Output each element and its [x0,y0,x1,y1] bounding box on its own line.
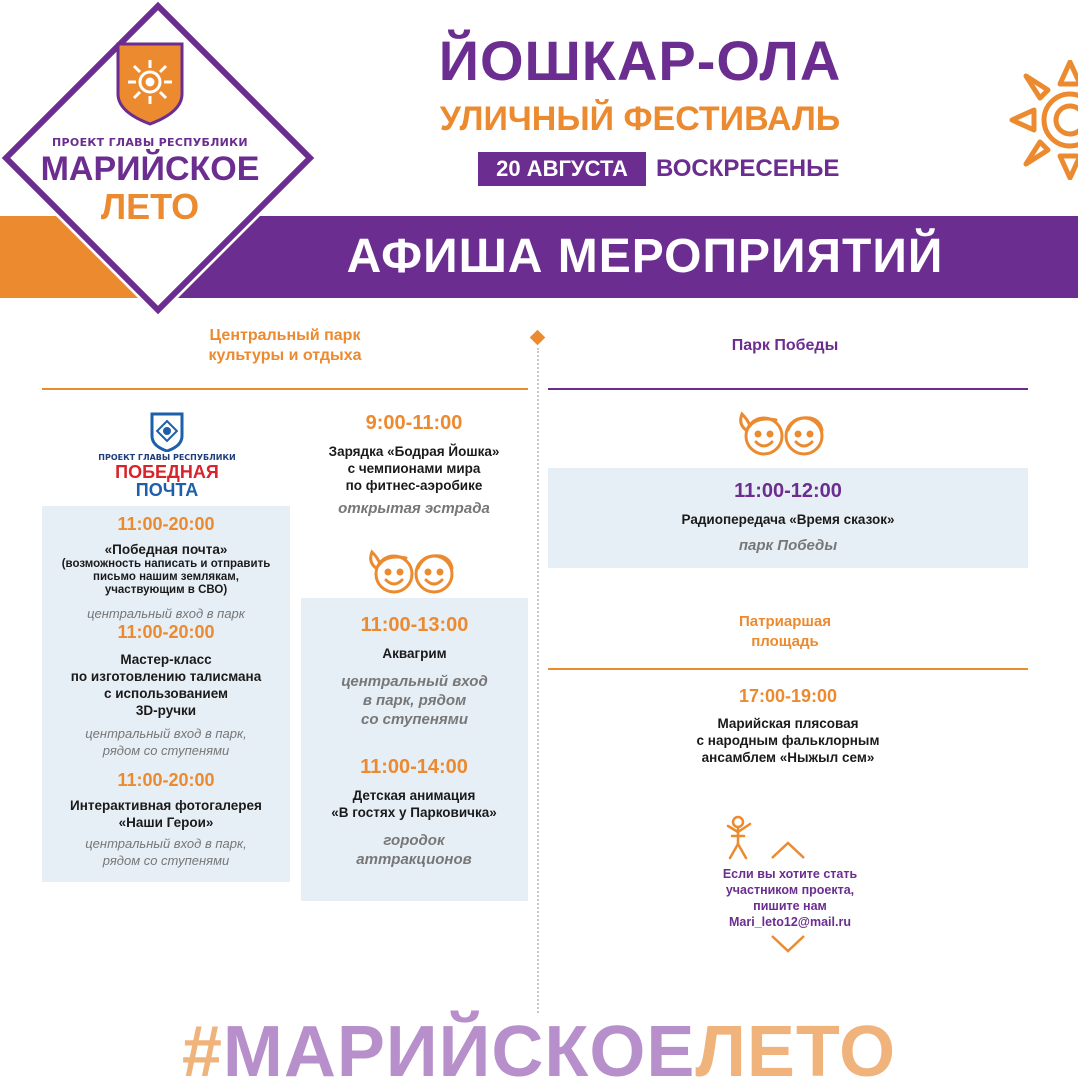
left-event-2 [42,622,290,759]
victory-event [548,480,1028,555]
hashtag-symbol: # [181,1012,223,1084]
event-title-line: 3D-ручки [135,703,197,718]
event-title-line: Интерактивная фотогалерея [70,798,262,813]
venue-central-line2: культуры и отдыха [208,347,362,364]
venue-central-line1: Центральный парк [209,327,361,344]
event-place: центральный вход в парк, [85,836,247,851]
event-time: 11:00-20:00 [117,770,215,790]
event-title-line: Зарядка «Бодрая Йошка» [328,444,500,459]
event-title-line: Марийская плясовая [717,716,859,731]
shield-icon [118,44,182,124]
dancer-icon [722,814,756,862]
kids-icon [366,540,462,596]
event-title-line: с использованием [103,686,229,701]
event-title-line: Аквагрим [382,646,447,661]
patriarch-underline [548,668,1028,670]
left-event-3 [42,770,290,869]
chevron-down-icon [770,934,806,954]
pobednaya-pochta-title2: ПОЧТА [135,480,199,500]
event-title-line: с народным фальклорным [696,733,880,748]
event-place: со ступенями [361,711,468,728]
hashtag-word2: ЛЕТО [695,1012,897,1084]
venue-patriarch-line2: площадь [751,633,819,650]
event-place: центральный вход в парк [87,606,245,621]
event-time: 11:00-13:00 [360,614,469,636]
venue-patriarch-line1: Патриаршая [739,613,831,630]
event-time: 17:00-19:00 [738,686,838,706]
event-title: «Победная почта» [104,542,228,557]
pobednaya-pochta-title1: ПОБЕДНАЯ [115,462,219,482]
event-note-line: письмо нашим землякам, [93,571,239,583]
event-place: рядом со ступенями [102,743,230,758]
event-place: центральный вход [341,673,488,690]
central-park-underline [42,388,528,390]
date-badge: 20 АВГУСТА [478,152,646,186]
event-title-line: с чемпионами мира [347,461,481,476]
event-place: парк Победы [738,537,838,554]
event-time: 9:00-11:00 [365,412,463,434]
event-place: открытая эстрада [338,500,490,517]
banner-title: АФИША МЕРОПРИЯТИЙ [346,230,944,283]
event-place: аттракционов [356,851,472,868]
event-title-line: Детская анимация [352,788,476,803]
left-event-1 [42,514,290,622]
victory-park-underline [548,388,1028,390]
mid-event-2 [301,614,528,729]
hashtag-word1: МАРИЙСКОЕ [222,1012,696,1084]
contact-block [690,866,890,930]
event-title-line: ансамблем «Ныжыл сем» [701,750,875,765]
city-title: ЙОШКАР-ОЛА [438,29,842,92]
contact-line: Если вы хотите стать [722,867,858,881]
mid-event-3 [296,756,532,869]
weekday-label: ВОСКРЕСЕНЬЕ [656,155,840,182]
event-time: 11:00-12:00 [734,480,842,502]
event-time: 11:00-20:00 [117,622,215,642]
contact-email-link[interactable]: Mari_leto12@mail.ru [729,915,851,929]
sun-icon [1000,60,1078,180]
event-place: в парк, рядом [362,692,467,709]
event-time: 11:00-14:00 [360,756,468,778]
event-title-line: по изготовлению талисмана [70,669,262,684]
contact-line: участником проекта, [725,883,855,897]
column-divider [537,348,539,1013]
logo-subtitle: ПРОЕКТ ГЛАВЫ РЕСПУБЛИКИ [52,136,248,149]
event-place: городок [383,832,445,849]
venue-patriarch-square [600,612,970,652]
event-title: Радиопередача «Время сказок» [681,512,895,527]
hashtag-footer [0,1012,1078,1084]
logo-title-leto: ЛЕТО [100,186,200,227]
logo-title-mariyskoe: МАРИЙСКОЕ [40,150,260,188]
kids-icon [736,402,832,458]
mid-event-1 [296,412,532,518]
chevron-up-icon [770,840,806,860]
event-title-line: «В гостях у Парковичка» [331,805,497,820]
event-title-line: по фитнес-аэробике [345,478,483,493]
event-time: 11:00-20:00 [117,514,215,534]
event-note-line: (возможность написать и отправить [61,558,271,570]
pobednaya-pochta-subtitle: ПРОЕКТ ГЛАВЫ РЕСПУБЛИКИ [98,453,236,462]
event-place: центральный вход в парк, [85,726,247,741]
pobednaya-pochta-shield-icon [150,412,184,452]
venue-victory-park: Парк Победы [731,337,839,354]
event-note-line: участвующим в СВО) [104,584,228,596]
event-place: рядом со ступенями [102,853,230,868]
venue-central-park [140,326,430,366]
festival-title: УЛИЧНЫЙ ФЕСТИВАЛЬ [439,100,841,138]
event-title-line: Мастер-класс [120,652,212,667]
contact-line: пишите нам [753,899,827,913]
patriarch-event [548,686,1028,766]
event-title-line: «Наши Герои» [118,815,214,830]
divider-diamond [530,330,546,346]
